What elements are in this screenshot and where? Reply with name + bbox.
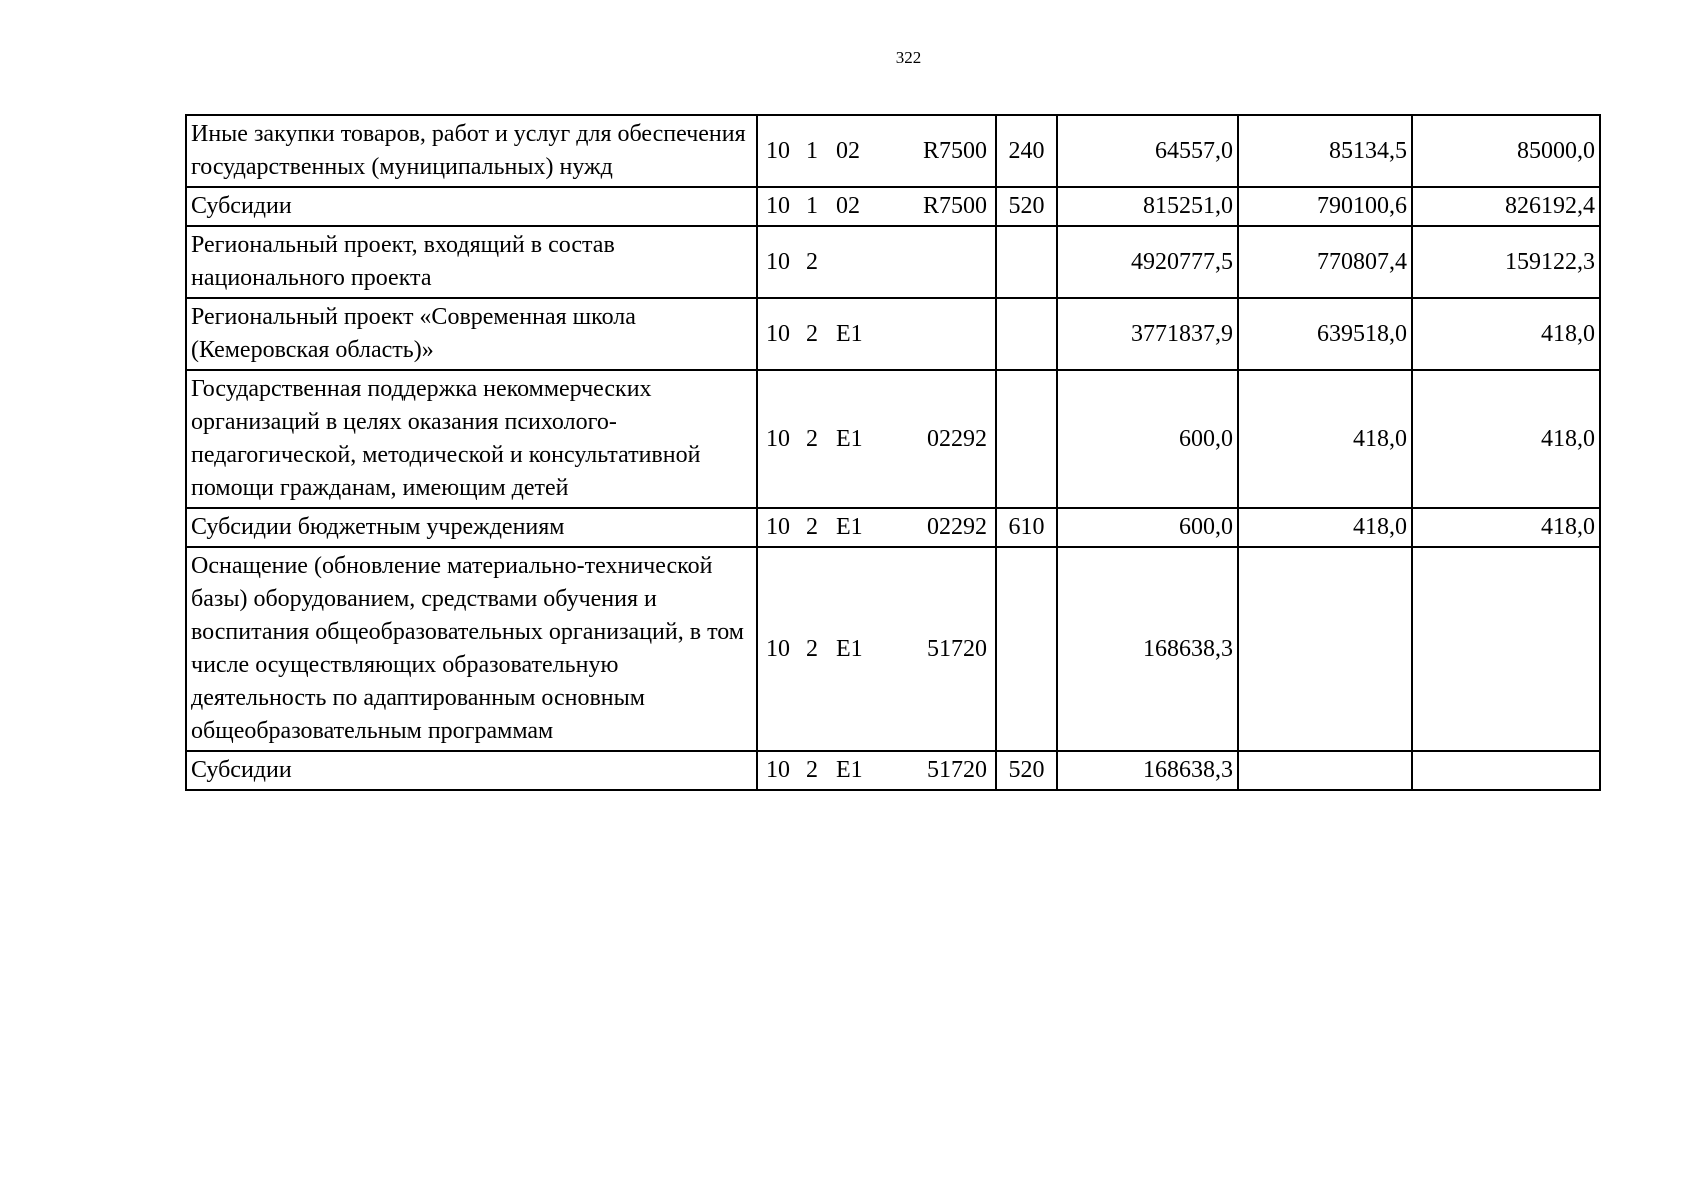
code-subsection: 2	[806, 635, 818, 662]
code-section: 10	[766, 635, 790, 662]
code-number: R7500	[922, 137, 987, 164]
item-name: Субсидии	[191, 757, 292, 783]
item-name-cell	[186, 226, 757, 298]
budget-code	[766, 423, 987, 456]
sum-year-3-cell	[1412, 298, 1600, 370]
code-subsection: 2	[806, 320, 818, 347]
table-row	[186, 751, 1600, 790]
code-subsection: 2	[806, 248, 818, 275]
sum-year-3-cell	[1412, 226, 1600, 298]
code-number: R7500	[922, 193, 987, 219]
expense-type-cell	[996, 751, 1057, 790]
code-subsection: 1	[806, 193, 818, 219]
code-section: 10	[766, 514, 790, 540]
code-project: E1	[836, 320, 863, 347]
item-name-cell	[186, 547, 757, 751]
sum-year-1: 64557,0	[1155, 137, 1233, 164]
budget-code	[766, 190, 987, 223]
expense-type: 610	[1008, 514, 1045, 540]
sum-year-1: 815251,0	[1143, 193, 1233, 219]
sum-year-3: 418,0	[1541, 320, 1595, 347]
table-row	[186, 115, 1600, 187]
table-row	[186, 226, 1600, 298]
table-row	[186, 508, 1600, 547]
sum-year-1: 600,0	[1179, 514, 1233, 540]
expense-type-cell	[996, 508, 1057, 547]
code-project: E1	[836, 757, 863, 783]
sum-year-2-cell	[1238, 298, 1412, 370]
code-section: 10	[766, 248, 790, 275]
sum-year-1-cell	[1057, 547, 1238, 751]
item-name-cell	[186, 508, 757, 547]
table-row	[186, 370, 1600, 508]
table-row	[186, 547, 1600, 751]
budget-code-cell	[757, 547, 996, 751]
item-name: Иные закупки товаров, работ и услуг для обеспечения государственных (муниципальных) нужд	[191, 121, 746, 180]
code-project: E1	[836, 425, 863, 452]
expense-type-cell	[996, 115, 1057, 187]
table-row	[186, 187, 1600, 226]
item-name-cell	[186, 115, 757, 187]
page-number: 322	[895, 48, 922, 67]
expense-type-cell	[996, 226, 1057, 298]
item-name-cell	[186, 187, 757, 226]
item-name-cell	[186, 298, 757, 370]
sum-year-1-cell	[1057, 187, 1238, 226]
sum-year-3: 85000,0	[1517, 137, 1595, 164]
sum-year-2-cell	[1238, 226, 1412, 298]
sum-year-3-cell	[1412, 370, 1600, 508]
code-project: E1	[836, 635, 863, 662]
code-section: 10	[766, 425, 790, 452]
sum-year-2-cell	[1238, 115, 1412, 187]
budget-code-cell	[757, 508, 996, 547]
sum-year-3-cell	[1412, 751, 1600, 790]
budget-table	[185, 114, 1601, 791]
code-subsection: 2	[806, 425, 818, 452]
item-name: Региональный проект «Современная школа (Кемеровская область)»	[191, 304, 636, 363]
sum-year-2: 85134,5	[1329, 137, 1407, 164]
expense-type-cell	[996, 298, 1057, 370]
code-section: 10	[766, 320, 790, 347]
item-name-cell	[186, 370, 757, 508]
sum-year-1: 4920777,5	[1131, 248, 1233, 275]
sum-year-1: 168638,3	[1143, 757, 1233, 783]
item-name: Субсидии бюджетным учреждениям	[191, 514, 565, 540]
code-number: 51720	[927, 757, 987, 783]
expense-type-cell	[996, 370, 1057, 508]
budget-code	[766, 318, 987, 351]
sum-year-1-cell	[1057, 226, 1238, 298]
budget-code-cell	[757, 115, 996, 187]
sum-year-2-cell	[1238, 751, 1412, 790]
sum-year-3-cell	[1412, 508, 1600, 547]
expense-type: 240	[1008, 137, 1045, 164]
sum-year-1-cell	[1057, 751, 1238, 790]
sum-year-2-cell	[1238, 370, 1412, 508]
sum-year-3-cell	[1412, 115, 1600, 187]
code-number: 02292	[927, 514, 987, 540]
budget-code-cell	[757, 751, 996, 790]
item-name: Оснащение (обновление материально-технической базы) оборудованием, средствами обучения и воспитания общеобразовательных организаций, в том числе осуществляющих образовательную деятельность по адаптированным основным общеобразовательным программам	[191, 553, 744, 744]
sum-year-2: 770807,4	[1317, 248, 1407, 275]
item-name-cell	[186, 751, 757, 790]
sum-year-3-cell	[1412, 547, 1600, 751]
code-project: E1	[836, 514, 863, 540]
code-section: 10	[766, 193, 790, 219]
table-body	[186, 115, 1600, 790]
expense-type: 520	[1008, 193, 1045, 219]
budget-code-cell	[757, 187, 996, 226]
item-name: Региональный проект, входящий в состав национального проекта	[191, 232, 615, 291]
code-subsection: 1	[806, 137, 818, 164]
sum-year-2-cell	[1238, 187, 1412, 226]
sum-year-3: 418,0	[1541, 514, 1595, 540]
sum-year-1-cell	[1057, 370, 1238, 508]
sum-year-2-cell	[1238, 547, 1412, 751]
expense-type-cell	[996, 547, 1057, 751]
sum-year-1-cell	[1057, 298, 1238, 370]
budget-code	[766, 633, 987, 666]
code-section: 10	[766, 757, 790, 783]
budget-code-cell	[757, 370, 996, 508]
sum-year-1-cell	[1057, 115, 1238, 187]
item-name: Государственная поддержка некоммерческих организаций в целях оказания психолого-педагогической, методической и консультативной помощи гражданам, имеющим детей	[191, 376, 701, 501]
code-project: 02	[836, 193, 860, 219]
budget-code	[766, 754, 987, 787]
code-project: 02	[836, 137, 860, 164]
budget-code	[766, 135, 987, 168]
code-number: 51720	[927, 635, 987, 662]
sum-year-1: 168638,3	[1143, 635, 1233, 662]
sum-year-1: 600,0	[1179, 425, 1233, 452]
sum-year-3: 159122,3	[1505, 248, 1595, 275]
code-number: 02292	[927, 425, 987, 452]
code-subsection: 2	[806, 757, 818, 783]
code-subsection: 2	[806, 514, 818, 540]
item-name: Субсидии	[191, 193, 292, 219]
table-row	[186, 298, 1600, 370]
sum-year-1-cell	[1057, 508, 1238, 547]
sum-year-2: 639518,0	[1317, 320, 1407, 347]
sum-year-2: 418,0	[1353, 425, 1407, 452]
sum-year-2-cell	[1238, 508, 1412, 547]
sum-year-2: 790100,6	[1317, 193, 1407, 219]
budget-code	[766, 511, 987, 544]
sum-year-3-cell	[1412, 187, 1600, 226]
budget-code-cell	[757, 226, 996, 298]
sum-year-1: 3771837,9	[1131, 320, 1233, 347]
expense-type-cell	[996, 187, 1057, 226]
sum-year-3: 418,0	[1541, 425, 1595, 452]
sum-year-3: 826192,4	[1505, 193, 1595, 219]
expense-type: 520	[1008, 757, 1045, 783]
budget-code	[766, 246, 987, 279]
code-section: 10	[766, 137, 790, 164]
sum-year-2: 418,0	[1353, 514, 1407, 540]
budget-code-cell	[757, 298, 996, 370]
